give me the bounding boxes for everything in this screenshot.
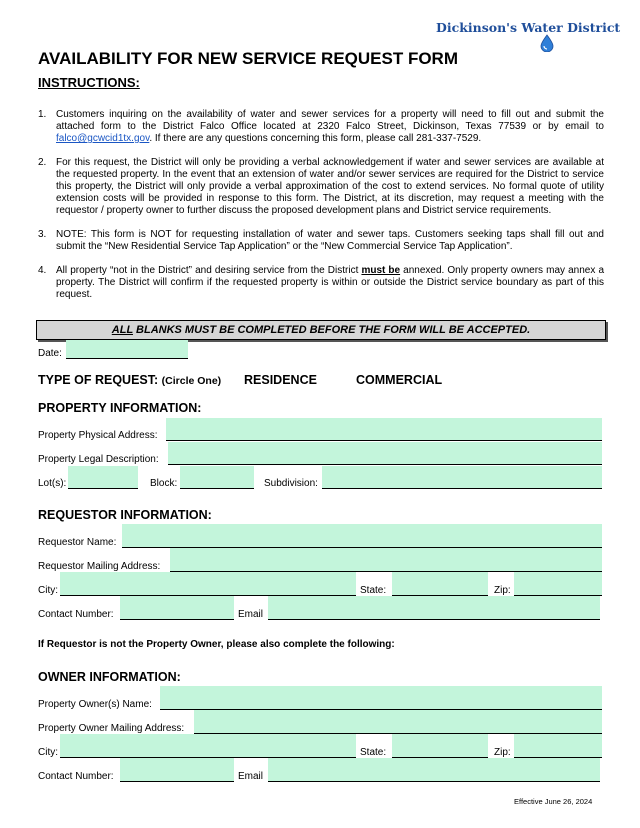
instructions-heading: INSTRUCTIONS:	[38, 75, 140, 90]
owner-zip-field[interactable]	[514, 734, 602, 758]
requestor-city-label: City:	[38, 585, 58, 596]
requestor-mailing-field[interactable]	[170, 548, 602, 572]
request-type-label: TYPE OF REQUEST: (Circle One)	[38, 373, 222, 387]
property-address-label: Property Physical Address:	[38, 430, 158, 441]
lots-label: Lot(s):	[38, 478, 67, 489]
requestor-contact-label: Contact Number:	[38, 609, 114, 620]
owner-email-label: Email	[238, 771, 264, 782]
requestor-email-field[interactable]	[268, 596, 600, 620]
requestor-heading: REQUESTOR INFORMATION:	[38, 508, 212, 522]
owner-state-label: State:	[360, 747, 387, 758]
commercial-option[interactable]: COMMERCIAL	[356, 373, 443, 387]
date-field[interactable]	[66, 340, 188, 359]
legal-description-label: Property Legal Description:	[38, 454, 159, 465]
residence-option[interactable]: RESIDENCE	[244, 373, 317, 387]
owner-city-label: City:	[38, 747, 58, 758]
owner-name-label: Property Owner(s) Name:	[38, 699, 152, 710]
instruction-item: 2. For this request, the District will only be providing a verbal acknowledgement if water and sewer services are available at the requested property. In the event that an extension of water and/or sewer services are required for the District to service this property, the District will only provide a verbal approximation of the cost to extend services. No formal quote of utility extension costs will be provided in response to this form. The District, at its discretion, may request a meeting with the requestor / property owner to further discuss the proposed development plans and District service requirements.	[38, 157, 604, 216]
subdivision-field[interactable]	[322, 466, 602, 489]
requestor-email-label: Email	[238, 609, 264, 620]
property-address-field[interactable]	[166, 418, 602, 441]
effective-date: Effective June 26, 2024	[514, 797, 593, 806]
required-banner: ALL BLANKS MUST BE COMPLETED BEFORE THE FORM WILL BE ACCEPTED.	[36, 320, 606, 340]
instruction-item: 1. Customers inquiring on the availability of water and sewer services for a property will need to fill out and submit the attached form to the District Falco Office located at 2320 Falco Street, Dickinson, Texas 77539 or by email to falco@gcwcid1tx.gov. If there are any questions concerning this form, please call 281-337-7529.	[38, 109, 604, 144]
block-label: Block:	[150, 478, 178, 489]
logo-text: Dickinson's Water District	[436, 20, 621, 35]
requestor-name-label: Requestor Name:	[38, 537, 117, 548]
owner-name-field[interactable]	[160, 686, 602, 710]
form-title: AVAILABILITY FOR NEW SERVICE REQUEST FORM	[38, 49, 458, 68]
requestor-state-field[interactable]	[392, 572, 488, 596]
owner-note: If Requestor is not the Property Owner, please also complete the following:	[38, 639, 395, 650]
owner-heading: OWNER INFORMATION:	[38, 670, 181, 684]
requestor-name-field[interactable]	[122, 524, 602, 548]
requestor-state-label: State:	[360, 585, 387, 596]
instruction-item: 3. NOTE: This form is NOT for requesting installation of water and sewer taps. Customers seeking taps shall fill out and submit the “New Residential Service Tap Application” or the “New Commercial Service Tap Application”.	[38, 229, 604, 252]
water-drop-icon	[540, 34, 554, 52]
requestor-zip-label: Zip:	[494, 585, 511, 596]
owner-mailing-field[interactable]	[194, 710, 602, 734]
requestor-zip-field[interactable]	[514, 572, 602, 596]
owner-contact-field[interactable]	[120, 758, 234, 782]
lots-field[interactable]	[68, 466, 138, 489]
instruction-item: 4. All property “not in the District” and desiring service from the District must be annexed. Only property owners may annex a property. The District will confirm if the requested property is within or outside the District service boundary as part of this request.	[38, 265, 605, 300]
block-field[interactable]	[180, 466, 254, 489]
owner-city-field[interactable]	[60, 734, 356, 758]
owner-state-field[interactable]	[392, 734, 488, 758]
requestor-mailing-label: Requestor Mailing Address:	[38, 561, 161, 572]
date-label: Date:	[38, 348, 62, 359]
district-logo	[436, 20, 621, 52]
owner-email-field[interactable]	[268, 758, 600, 782]
owner-mailing-label: Property Owner Mailing Address:	[38, 723, 185, 734]
instructions-list	[38, 109, 604, 313]
requestor-contact-field[interactable]	[120, 596, 234, 620]
email-link[interactable]: falco@gcwcid1tx.gov	[56, 133, 150, 144]
requestor-city-field[interactable]	[60, 572, 356, 596]
subdivision-label: Subdivision:	[264, 478, 318, 489]
property-heading: PROPERTY INFORMATION:	[38, 401, 202, 415]
owner-zip-label: Zip:	[494, 747, 511, 758]
legal-description-field[interactable]	[168, 442, 602, 465]
owner-contact-label: Contact Number:	[38, 771, 114, 782]
